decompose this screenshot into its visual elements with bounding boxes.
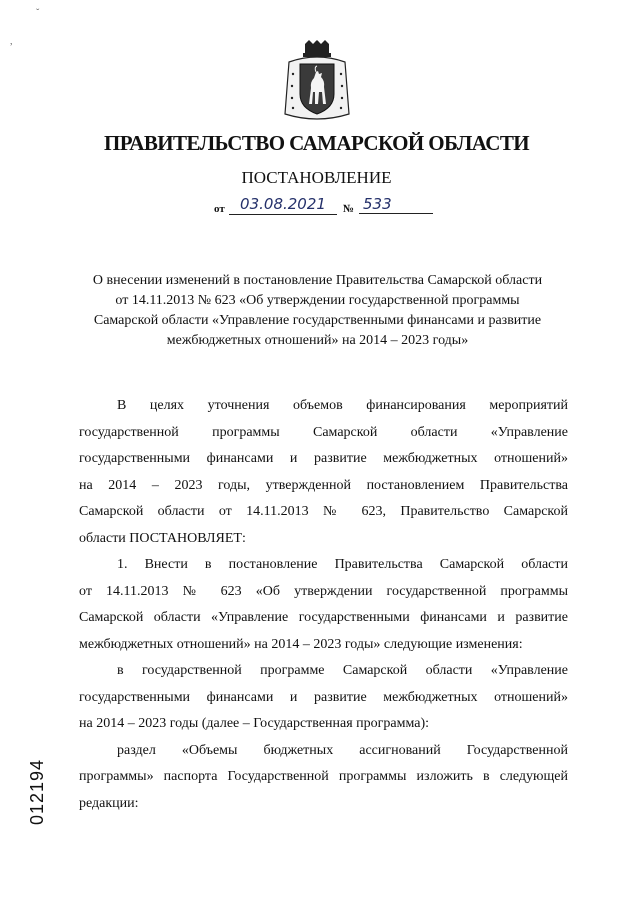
text-line: раздел «Объемы бюджетных ассигнований Государственной (117, 742, 568, 758)
paragraph-section (79, 738, 568, 818)
text-line: программы» паспорта Государственной программы изложить в следующей (79, 769, 568, 784)
scan-mark-icon: , (10, 36, 13, 47)
subject-line: от 14.11.2013 № 623 «Об утверждении государственной программы (115, 293, 520, 308)
text-line: государственными финансами и развитие межбюджетных отношений» (79, 689, 568, 705)
text-line: в государственной программе Самарской области «Управление (117, 663, 568, 678)
subject-line: О внесении изменений в постановление Правительства Самарской области (92, 273, 543, 288)
subject-line: Самарской области «Управление государственными финансами и развитие (93, 313, 542, 328)
text-line: области ПОСТАНОВЛЯЕТ: (79, 530, 246, 546)
text-line: 1. Внести в постановление Правительства Самарской области (117, 557, 568, 572)
paragraph-item-1 (79, 552, 568, 658)
handwritten-date: 03.08.2021 (229, 194, 337, 215)
text-line: государственными финансами и развитие межбюджетных отношений» (79, 451, 568, 466)
number-label: № (343, 203, 355, 215)
subject-line: межбюджетных отношений» на 2014 – 2023 годы» (166, 333, 469, 348)
document-type: ПОСТАНОВЛЕНИЕ (241, 168, 392, 187)
paragraph-program (79, 658, 568, 738)
text-line: Самарской области «Управление государственными финансами и развитие (79, 610, 568, 625)
text-line: на 2014 – 2023 годы (далее – Государственная программа): (79, 716, 430, 731)
date-number-line (214, 194, 444, 216)
text-line: межбюджетных отношений» на 2014 – 2023 годы» следующие изменения: (79, 636, 523, 652)
handwritten-number: 533 (359, 194, 433, 214)
organization-title: ПРАВИТЕЛЬСТВО САМАРСКОЙ ОБЛАСТИ (103, 131, 529, 155)
text-line: на 2014 – 2023 годы, утвержденной постановлением Правительства (79, 477, 568, 493)
paragraph-preamble (79, 393, 568, 552)
document-body (79, 393, 568, 817)
text-line: Самарской области от 14.11.2013 № 623, Правительство Самарской (79, 504, 568, 519)
samara-coat-of-arms-icon (283, 40, 351, 122)
scan-mark-icon: ˇ (36, 8, 40, 19)
side-serial-number: 012194 (27, 758, 47, 825)
text-line: В целях уточнения объемов финансирования мероприятий (117, 398, 568, 413)
date-prefix: от (214, 203, 225, 215)
document-subject (60, 271, 575, 351)
text-line: редакции: (79, 795, 139, 811)
text-line: от 14.11.2013 № 623 «Об утверждении государственной программы (79, 583, 568, 599)
text-line: государственной программы Самарской области «Управление (79, 424, 568, 440)
